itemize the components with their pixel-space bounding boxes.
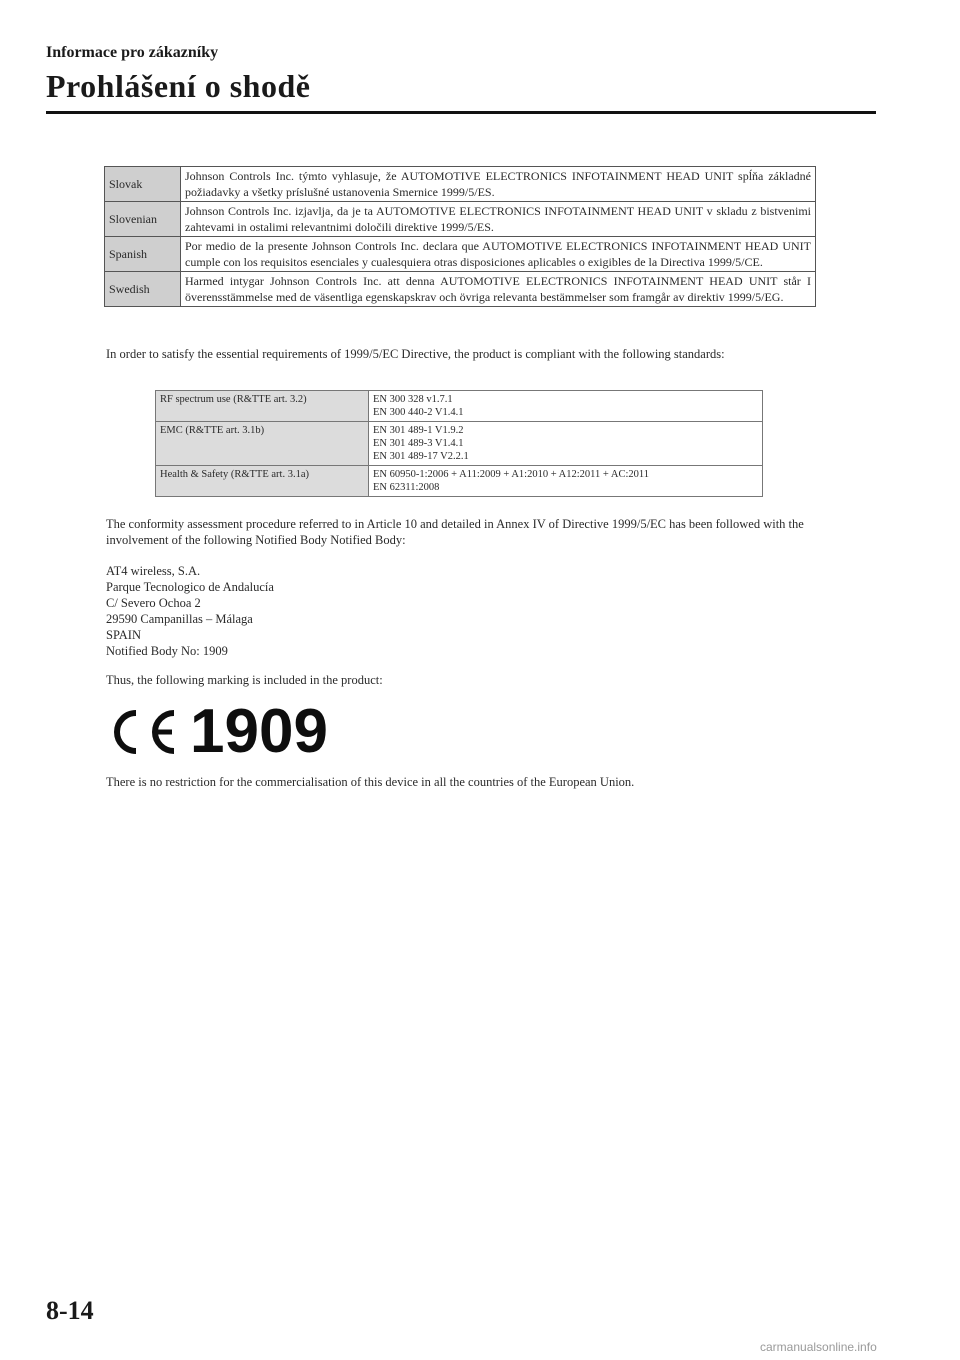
language-cell: Slovak	[105, 167, 181, 202]
notified-body-country: SPAIN	[106, 628, 141, 642]
notified-body-address-line: C/ Severo Ochoa 2	[106, 596, 201, 610]
section-label: Informace pro zákazníky	[46, 44, 219, 61]
standard-item: EN 300 328 v1.7.1	[373, 394, 453, 405]
restriction-text: There is no restriction for the commercialisation of this device in all the countries of the European Union.	[106, 775, 635, 789]
table-row	[156, 466, 763, 497]
standards-table	[155, 390, 763, 497]
standard-item: EN 301 489-17 V2.2.1	[373, 451, 469, 462]
table-row	[156, 422, 763, 466]
page-number: 8-14	[46, 1296, 94, 1325]
watermark: carmanualsonline.info	[760, 1340, 877, 1354]
page-title: Prohlášení o shodě	[46, 68, 311, 104]
standard-item: EN 60950-1:2006 + A11:2009 + A1:2010 + A12:2011 + AC:2011	[373, 469, 649, 480]
declaration-text: Johnson Controls Inc. izjavlja, da je ta AUTOMOTIVE ELECTRONICS INFOTAINMENT HEAD UNIT v skladu z bistvenimi zahtevami in ostalimi relevantnimi določili direktive 1999/5/ES.	[181, 202, 816, 237]
standard-item: EN 300 440-2 V1.4.1	[373, 407, 464, 418]
declarations-table	[104, 166, 816, 307]
standard-list	[369, 391, 763, 422]
notified-body-street: Parque Tecnologico de Andalucía	[106, 580, 274, 594]
table-row	[105, 272, 816, 307]
language-cell: Swedish	[105, 272, 181, 307]
marking-intro: Thus, the following marking is included in the product:	[106, 673, 383, 687]
notified-body-name: AT4 wireless, S.A.	[106, 564, 201, 578]
title-divider	[46, 111, 876, 114]
standard-item: EN 301 489-3 V1.4.1	[373, 438, 464, 449]
language-cell: Spanish	[105, 237, 181, 272]
standard-item: EN 62311:2008	[373, 482, 440, 493]
standard-item: EN 301 489-1 V1.9.2	[373, 425, 464, 436]
standard-list	[369, 422, 763, 466]
ce-marking	[106, 697, 328, 766]
standard-category: EMC (R&TTE art. 3.1b)	[156, 422, 369, 466]
standard-category: RF spectrum use (R&TTE art. 3.2)	[156, 391, 369, 422]
conformity-text: The conformity assessment procedure referred to in Article 10 and detailed in Annex IV of Directive 1999/5/EC has been followed with the involvement of the following Notified Body Notified Body:	[106, 517, 804, 547]
notified-body-city: 29590 Campanillas – Málaga	[106, 612, 253, 626]
table-row	[105, 237, 816, 272]
declaration-text: Johnson Controls Inc. týmto vyhlasuje, že AUTOMOTIVE ELECTRONICS INFOTAINMENT HEAD UNIT spĺňa základné požiadavky a všetky príslušné ustanovenia Smernice 1999/5/ES.	[181, 167, 816, 202]
table-row	[156, 391, 763, 422]
notified-body-number-mark: 1909	[190, 697, 328, 766]
standard-category: Health & Safety (R&TTE art. 3.1a)	[156, 466, 369, 497]
table-row	[105, 167, 816, 202]
language-cell: Slovenian	[105, 202, 181, 237]
ce-mark-icon	[106, 707, 180, 757]
notified-body-address	[106, 563, 274, 659]
standard-list	[369, 466, 763, 497]
standards-intro: In order to satisfy the essential requirements of 1999/5/EC Directive, the product is compliant with the following standards:	[106, 347, 725, 361]
declaration-text: Harmed intygar Johnson Controls Inc. att denna AUTOMOTIVE ELECTRONICS INFOTAINMENT HEAD UNIT står I överensstämmelse med de väsentliga egenskapskrav och övriga relevanta bestämmelser som framgår av direktiv 1999/5/EG.	[181, 272, 816, 307]
declaration-text: Por medio de la presente Johnson Controls Inc. declara que AUTOMOTIVE ELECTRONICS INFOTAINMENT HEAD UNIT cumple con los requisitos esenciales y cualesquiera otras disposiciones aplicables o exigibles de la Directiva 1999/5/CE.	[181, 237, 816, 272]
table-row	[105, 202, 816, 237]
notified-body-number: Notified Body No: 1909	[106, 644, 228, 658]
